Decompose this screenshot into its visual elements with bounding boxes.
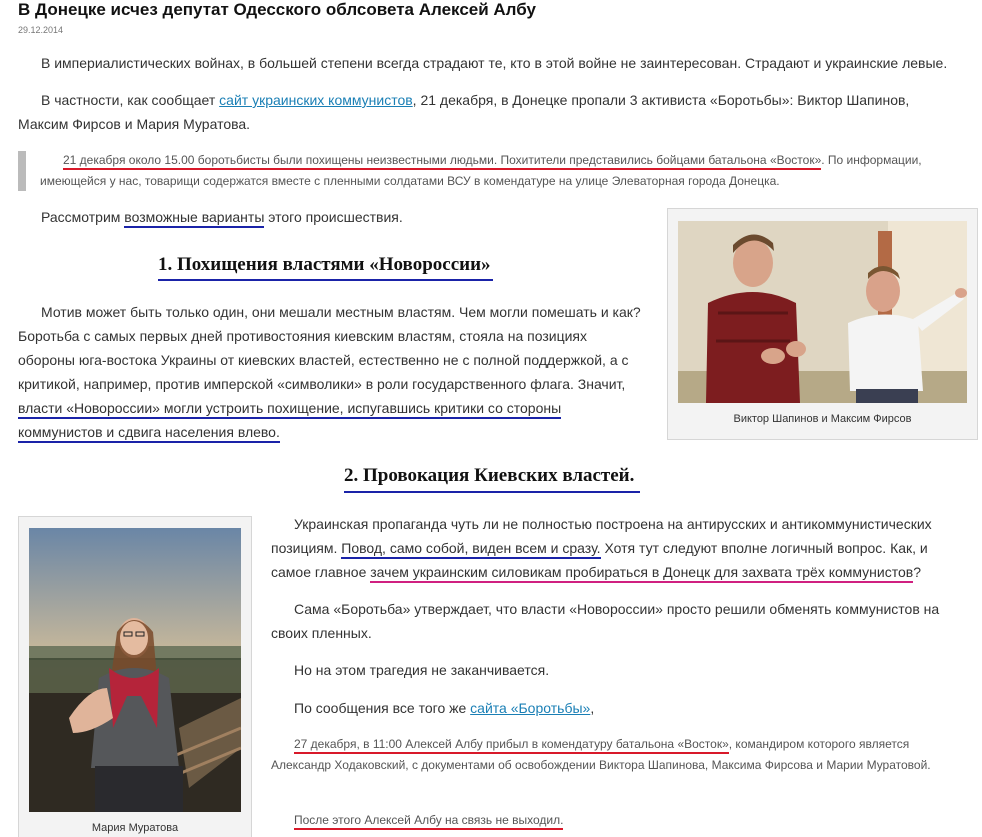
paragraph-propaganda-text-3: ? <box>913 564 922 580</box>
blockquote-kidnapping <box>40 150 940 192</box>
photo-muratova <box>29 528 241 812</box>
paragraph-intro-text: В империалистических войнах, в большей степени всегда страдают те, кто в этой войне не заинтересован. Страдают и украинские левые. <box>41 55 948 71</box>
article-title: В Донецке исчез депутат Одесского облсовета Алексей Албу <box>18 0 536 19</box>
heading-novorossiya-text: 1. Похищения властями «Новороссии» <box>158 254 493 281</box>
paragraph-motive <box>18 300 646 444</box>
paragraph-options <box>18 205 638 229</box>
borotba-site-link[interactable]: сайта «Боротьбы» <box>470 700 591 716</box>
photo1-caption: Виктор Шапинов и Максим Фирсов <box>733 413 912 425</box>
paragraph-tragedy <box>271 658 951 682</box>
paragraph-motive-text: Мотив может быть только один, они мешали местным властям. Чем могли помешать и как? Боротьба с самых первых дней противостояния киевским властям, стояла на позициях обороны юга-востока Украины от киевских властей, естественно не с полной поддержкой, а с критикой, например, против имперской «символики» в роли государственного флага. Значит, <box>18 304 641 392</box>
paragraph-propaganda-text-1: Украинская пропаганда чуть ли не полностью построена на антирусских и антикоммунистических позициям. <box>271 516 932 556</box>
paragraph-intro <box>18 51 968 75</box>
heading-kiev-provocation <box>344 465 640 487</box>
paragraph-options-highlight: возможные варианты <box>124 209 264 228</box>
paragraph-options-text-2: этого происшествия. <box>264 209 403 225</box>
paragraph-propaganda-text-2: Хотя тут следуют вполне логичный вопрос. Как, и самое главное <box>271 540 928 580</box>
paragraph-missing-text-1: В частности, как сообщает <box>41 92 220 108</box>
paragraph-borotba-claims-text: Сама «Боротьба» утверждает, что власти «Новороссии» просто решили обменять коммунистов на своих пленных. <box>271 601 940 641</box>
paragraph-propaganda-highlight-1: Повод, само собой, виден всем и сразу. <box>341 540 600 559</box>
paragraph-source-text-1: По сообщения все того же <box>294 700 471 716</box>
photo2-caption: Мария Муратова <box>91 822 179 834</box>
paragraph-options-text-1: Рассмотрим <box>41 209 125 225</box>
paragraph-propaganda-highlight-2: зачем украинским силовикам пробираться в Донецк для захвата трёх коммунистов <box>370 564 913 583</box>
quote-albu-rest: , командиром которого является Александр Ходаковский, с документами об освобождении Виктора Шапинова, Максима Фирсова и Марии Муратовой. <box>271 737 931 772</box>
photo1-figure <box>667 208 978 440</box>
quote-no-contact-text: После этого Алексей Албу на связь не выходил. <box>294 813 563 830</box>
article-date: 29.12.2014 <box>18 25 64 35</box>
paragraph-borotba-claims <box>271 597 971 645</box>
photo-shapinov-firsov <box>678 221 967 403</box>
quote-bar <box>18 151 26 191</box>
paragraph-missing <box>18 88 948 136</box>
heading-kiev-provocation-text: 2. Провокация Киевских властей. <box>344 465 640 493</box>
paragraph-source-text-2: , <box>590 700 595 716</box>
blockquote-no-contact <box>271 810 961 831</box>
quote-kidnapping-highlight: 21 декабря около 15.00 боротьбисты были похищены неизвестными людьми. Похитители представились бойцами батальона «Восток» <box>63 153 821 170</box>
quote-kidnapping-rest: . По информации, имеющейся у нас, товарищи содержатся вместе с пленными солдатами ВСУ в комендатуре на улице Элеваторная города Донецка. <box>40 153 922 188</box>
paragraph-source <box>271 696 951 720</box>
paragraph-propaganda <box>271 512 959 584</box>
paragraph-missing-text-2: , 21 декабря, в Донецке пропали 3 активиста «Боротьбы»: Виктор Шапинов, Максим Фирсов и Мария Муратова. <box>18 92 910 132</box>
heading-novorossiya <box>158 254 493 276</box>
photo2-figure <box>18 516 252 837</box>
ukr-communists-site-link[interactable]: сайт украинских коммунистов <box>219 92 413 108</box>
paragraph-motive-highlight: власти «Новороссии» могли устроить похищение, испугавшись критики со стороны коммунистов и сдвига населения влево. <box>18 400 561 443</box>
paragraph-tragedy-text: Но на этом трагедия не заканчивается. <box>294 662 550 678</box>
blockquote-albu-arrival <box>271 734 961 776</box>
quote-albu-highlight: 27 декабря, в 11:00 Алексей Албу прибыл в комендатуру батальона «Восток» <box>294 737 729 754</box>
